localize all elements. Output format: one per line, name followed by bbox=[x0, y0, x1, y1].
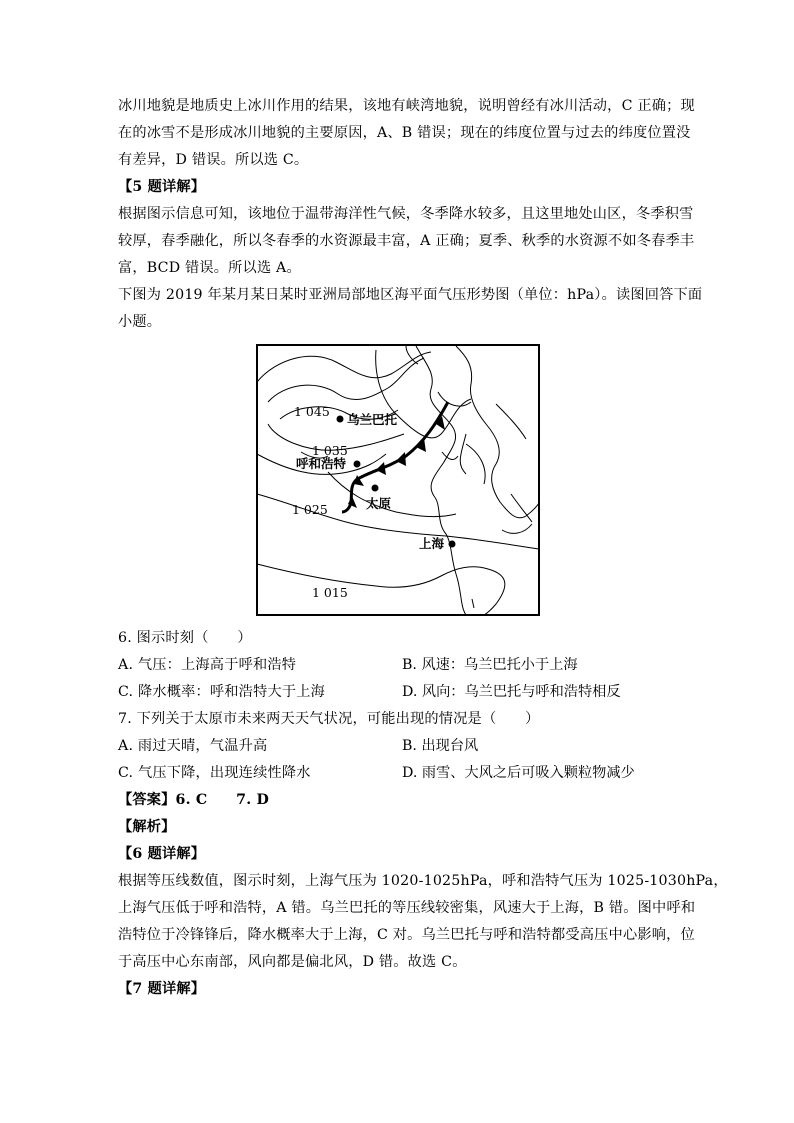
city-label-hohhot: 呼和浩特 bbox=[296, 456, 347, 471]
city-dot bbox=[337, 416, 344, 423]
paragraph-line: 根据等压线数值，图示时刻，上海气压为 1020-1025hPa，呼和浩特气压为 1025-1030hPa， bbox=[118, 873, 728, 889]
q6-option-a: A. 气压：上海高于呼和浩特 bbox=[118, 657, 297, 673]
q7-option-d: D. 雨雪、大风之后可吸入颗粒物减少 bbox=[402, 765, 635, 781]
analysis-heading: 【解析】 bbox=[118, 819, 176, 835]
question-6-stem: 6. 图示时刻（ ） bbox=[118, 630, 252, 646]
section-heading: 【5 题详解】 bbox=[118, 179, 206, 195]
isobar-label-1045: 1 045 bbox=[294, 404, 330, 419]
paragraph-line: 浩特位于冷锋锋后，降水概率大于上海，C 对。乌兰巴托与呼和浩特都受高压中心影响，位 bbox=[118, 927, 695, 943]
isobar-label-1025: 1 025 bbox=[292, 502, 328, 517]
paragraph-line: 根据图示信息可知，该地位于温带海洋性气候，冬季降水较多，且这里地处山区，冬季积雪 bbox=[118, 206, 694, 222]
q6-option-d: D. 风向：乌兰巴托与呼和浩特相反 bbox=[402, 684, 621, 700]
q6-option-c: C. 降水概率：呼和浩特大于上海 bbox=[118, 684, 326, 700]
paragraph-line: 上海气压低于呼和浩特，A 错。乌兰巴托的等压线较密集，风速大于上海，B 错。图中呼和 bbox=[118, 900, 696, 916]
intro-line: 小题。 bbox=[118, 314, 162, 330]
paragraph-line: 富，BCD 错误。所以选 A。 bbox=[118, 260, 301, 276]
city-dot bbox=[449, 541, 456, 548]
section-heading: 【7 题详解】 bbox=[118, 981, 206, 997]
city-dot bbox=[372, 485, 379, 492]
paragraph-line: 有差异，D 错误。所以选 C。 bbox=[118, 152, 309, 168]
city-dot bbox=[354, 461, 361, 468]
section-heading: 【6 题详解】 bbox=[118, 846, 206, 862]
isobar-label-1035: 1 035 bbox=[312, 443, 348, 458]
paragraph-line: 较厚，春季融化，所以冬春季的水资源最丰富，A 正确；夏季、秋季的水资源不如冬春季丰 bbox=[118, 233, 695, 249]
q7-option-c: C. 气压下降，出现连续性降水 bbox=[118, 765, 311, 781]
city-label-shanghai: 上海 bbox=[419, 536, 445, 551]
answer-line: 【答案】6. C 7. D bbox=[118, 792, 270, 808]
q7-option-b: B. 出现台风 bbox=[402, 738, 479, 754]
intro-line: 下图为 2019 年某月某日某时亚洲局部地区海平面气压形势图（单位：hPa）。读图回答下面 bbox=[118, 287, 703, 303]
question-7-stem: 7. 下列关于太原市未来两天天气状况，可能出现的情况是（ ） bbox=[118, 711, 540, 727]
paragraph-line: 冰川地貌是地质史上冰川作用的结果，该地有峡湾地貌，说明曾经有冰川活动，C 正确；现 bbox=[118, 98, 695, 114]
paragraph-line: 于高压中心东南部，风向都是偏北风，D 错。故选 C。 bbox=[118, 954, 467, 970]
pressure-map-figure bbox=[256, 344, 540, 616]
paragraph-line: 在的冰雪不是形成冰川地貌的主要原因，A、B 错误；现在的纬度位置与过去的纬度位置没 bbox=[118, 125, 691, 141]
q7-option-a: A. 雨过天晴，气温升高 bbox=[118, 738, 268, 754]
pressure-map bbox=[256, 344, 540, 616]
city-label-ulaanbaatar: 乌兰巴托 bbox=[347, 412, 398, 427]
isobar-label-1015: 1 015 bbox=[312, 585, 348, 600]
city-label-taiyuan: 太原 bbox=[366, 496, 392, 511]
q6-option-b: B. 风速：乌兰巴托小于上海 bbox=[402, 657, 578, 673]
